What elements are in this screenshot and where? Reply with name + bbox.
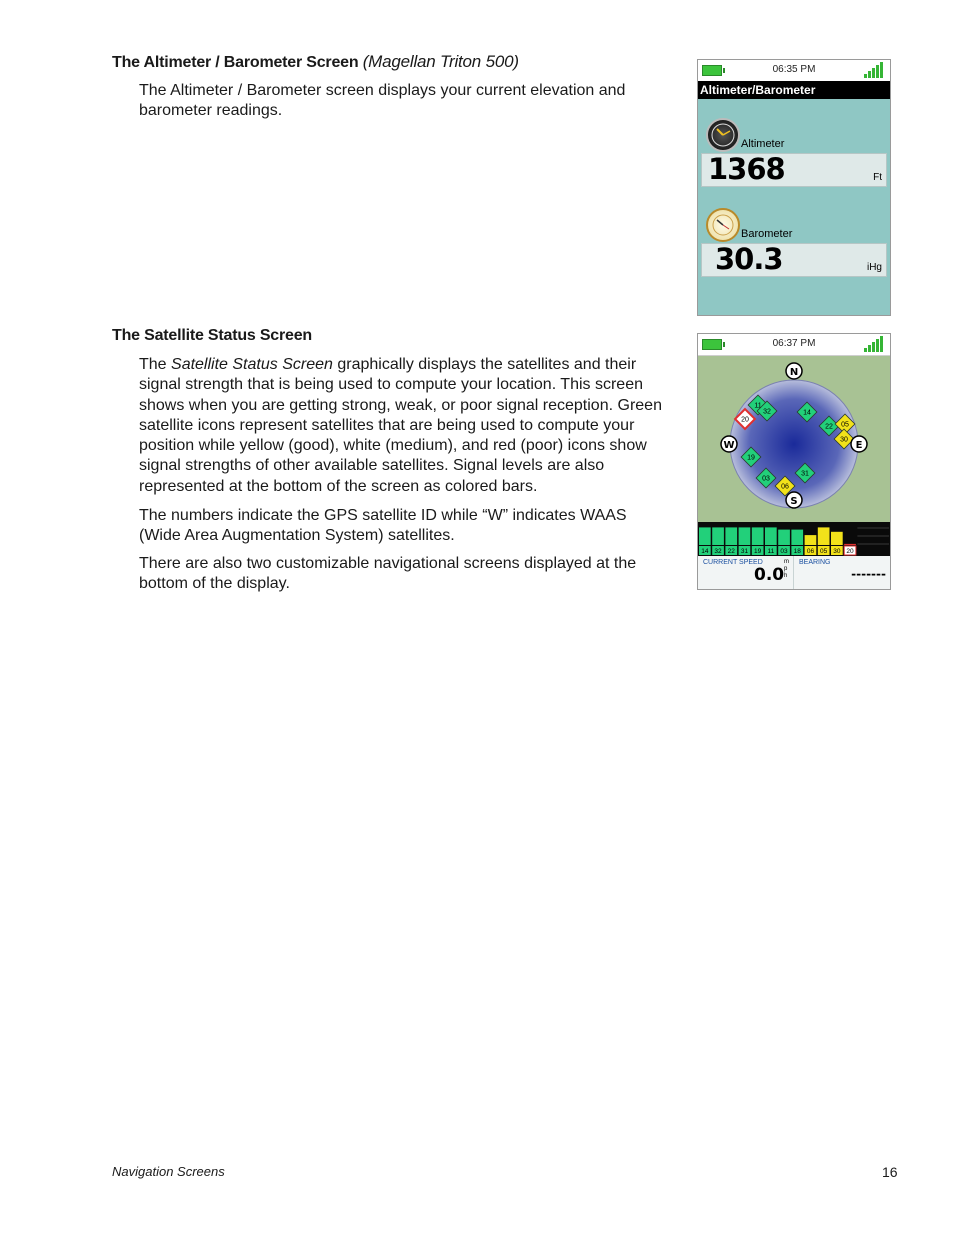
screen-title: Altimeter/Barometer [698, 81, 890, 99]
signal-bars [698, 522, 890, 556]
bearing-value: ------- [851, 567, 886, 581]
altimeter-icon [706, 118, 740, 152]
compass-s-icon [786, 492, 802, 508]
satellite-screenshot [697, 333, 891, 590]
satellite-id-label: 22 [825, 423, 833, 431]
signal-bar-id: 11 [767, 548, 775, 555]
bearing-label: BEARING [799, 559, 831, 566]
signal-icon [864, 336, 886, 352]
signal-bar-14 [699, 527, 711, 545]
compass-w-icon [721, 436, 737, 452]
signal-bar-id: 30 [833, 548, 841, 555]
signal-bar-id: 31 [740, 548, 749, 555]
clock: 06:35 PM [772, 64, 816, 75]
signal-bar-id: 32 [714, 548, 722, 555]
nav-fields [698, 556, 890, 589]
signal-bar-id: 05 [820, 548, 828, 555]
barometer-readout [701, 243, 887, 277]
heading-text: The Altimeter / Barometer Screen [112, 54, 359, 71]
altimeter-label: Altimeter [741, 138, 785, 150]
compass-n-icon [786, 363, 802, 379]
satellite-id-label: 20 [741, 416, 749, 424]
barometer-unit: iHg [866, 262, 882, 273]
signal-bar-id: 03 [780, 548, 788, 555]
signal-bar-05 [818, 527, 830, 545]
speed-unit: m p h [784, 559, 789, 579]
satellite-id-label: 11 [754, 402, 762, 410]
compass-n: N [789, 367, 799, 378]
satellite-paragraph-1 [139, 355, 681, 497]
satellite-id-label: 06 [781, 483, 789, 491]
compass-e-icon [851, 436, 867, 452]
satellite-id-label: 31 [801, 470, 809, 478]
satellite-paragraph-2: The numbers indicate the GPS satellite ID while “W” indicates WAAS (Wide Area Augmentation System) satellites. [139, 507, 627, 545]
barometer-value: 30.3 [715, 242, 783, 276]
satellite-id-label: 03 [762, 475, 770, 483]
footer-section: Navigation Screens [112, 1164, 225, 1179]
clock: 06:37 PM [772, 338, 816, 349]
signal-bar-id: 06 [806, 548, 815, 555]
signal-bar-32 [712, 527, 724, 545]
section-heading-satellite: The Satellite Status Screen [112, 327, 313, 344]
signal-bar-id: 19 [754, 548, 762, 555]
speed-label: CURRENT SPEED [703, 559, 763, 566]
altimeter-paragraph: The Altimeter / Barometer screen displays your current elevation and barometer readings. [139, 82, 626, 120]
satellite-id-label: 19 [747, 454, 755, 462]
signal-bar-id: 14 [701, 548, 709, 555]
section-heading-altimeter [112, 52, 519, 72]
signal-bar-30 [831, 532, 843, 545]
p1-rest: graphically displays the satellites and their signal strength that is being used to compute your location. This screen shows when you are getting strong, weak, or poor signal reception. Green satellite icons represent satellites that are being used to compute your position while yellow (good), white (medium), and red (poor) icons show signal strengths of other available satellites. Signal levels are also represented at the bottom of the screen as colored bars. [139, 356, 662, 495]
signal-bar-03 [778, 530, 790, 545]
sky-plot [698, 356, 890, 522]
compass-e: E [855, 440, 863, 451]
signal-bar-id: 22 [727, 548, 735, 555]
barometer-label: Barometer [741, 228, 793, 240]
field-divider [793, 556, 794, 589]
status-bar [698, 334, 890, 356]
altimeter-value: 1368 [708, 152, 785, 186]
barometer-icon [706, 208, 740, 242]
altimeter-screenshot [697, 59, 891, 316]
signal-bar-20 [844, 544, 856, 545]
compass-w: W [723, 440, 735, 451]
altimeter-readout [701, 153, 887, 187]
satellite-id-label: 30 [840, 436, 848, 444]
status-bar [698, 60, 890, 82]
signal-bar-id: 18 [793, 548, 801, 555]
compass-s: S [790, 496, 798, 507]
page-number: 16 [882, 1164, 898, 1180]
satellite-id-label: 05 [841, 421, 849, 429]
satellite-id-label: 14 [803, 409, 811, 417]
signal-bar-11 [765, 527, 777, 545]
satellite-paragraph-3: There are also two customizable navigational screens displayed at the bottom of the display. [139, 555, 637, 593]
speed-value: 0.0 [754, 565, 785, 585]
altimeter-unit: Ft [873, 172, 882, 183]
signal-bar-22 [725, 527, 737, 545]
signal-icon [864, 62, 886, 78]
satellite-id-label: 32 [763, 408, 771, 416]
heading-model: (Magellan Triton 500) [362, 52, 519, 71]
signal-bar-id: 20 [846, 548, 854, 555]
signal-bar-18 [791, 530, 803, 545]
signal-bar-19 [752, 527, 764, 545]
signal-bar-31 [739, 527, 751, 545]
p1-prefix: The [139, 356, 172, 373]
signal-bar-06 [805, 535, 817, 545]
p1-italic: Satellite Status Screen [171, 356, 333, 373]
